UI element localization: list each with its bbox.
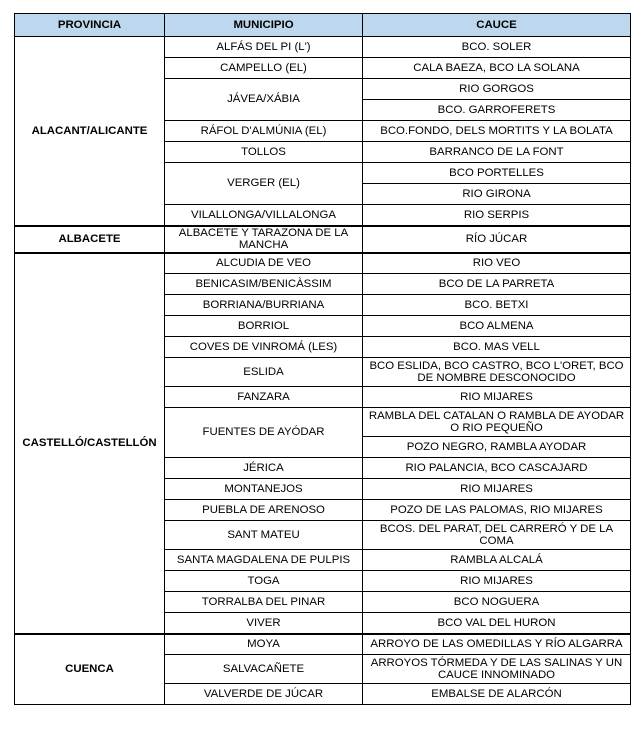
header-cauce: CAUCE [363, 14, 631, 37]
cauce-cell: CALA BAEZA, BCO LA SOLANA [363, 58, 631, 79]
header-municipio: MUNICIPIO [165, 14, 363, 37]
table-body [15, 37, 631, 705]
cauce-cell: BCO NOGUERA [363, 592, 631, 613]
cauce-cell: EMBALSE DE ALARCÓN [363, 684, 631, 705]
cauce-cell: BCO PORTELLES [363, 163, 631, 184]
municipio-cell: TOGA [165, 571, 363, 592]
provincia-cell: CUENCA [15, 634, 165, 705]
cauce-cell: BCO VAL DEL HURON [363, 613, 631, 634]
table-row [15, 226, 631, 253]
municipio-cell: VILALLONGA/VILLALONGA [165, 205, 363, 226]
municipio-cell: MONTANEJOS [165, 479, 363, 500]
municipio-cell: TOLLOS [165, 142, 363, 163]
cauce-cell: RIO MIJARES [363, 479, 631, 500]
municipio-cell: ALFÁS DEL PI (L') [165, 37, 363, 58]
municipio-cell: VIVER [165, 613, 363, 634]
cauce-cell: RIO SERPIS [363, 205, 631, 226]
cauce-cell: BCOS. DEL PARAT, DEL CARRERÓ Y DE LA COMA [363, 521, 631, 550]
provincia-cell: ALACANT/ALICANTE [15, 37, 165, 226]
cauce-cell: RIO GIRONA [363, 184, 631, 205]
cauce-cell: RIO VEO [363, 253, 631, 274]
cauce-cell: ARROYOS TÓRMEDA Y DE LAS SALINAS Y UN CAUCE INNOMINADO [363, 655, 631, 684]
cauce-cell: POZO DE LAS PALOMAS, RIO MIJARES [363, 500, 631, 521]
municipio-cell: JÉRICA [165, 458, 363, 479]
cauce-cell: BCO. MAS VELL [363, 337, 631, 358]
cauce-cell: BCO.FONDO, DELS MORTITS Y LA BOLATA [363, 121, 631, 142]
municipio-cell: RÁFOL D'ALMÚNIA (EL) [165, 121, 363, 142]
municipio-cell: SANTA MAGDALENA DE PULPIS [165, 550, 363, 571]
cauce-cell: RIO MIJARES [363, 571, 631, 592]
cauce-cell: RIO GORGOS [363, 79, 631, 100]
cauce-cell: RAMBLA ALCALÁ [363, 550, 631, 571]
municipio-cell: FANZARA [165, 387, 363, 408]
cauce-cell: BCO DE LA PARRETA [363, 274, 631, 295]
cauce-cell: ARROYO DE LAS OMEDILLAS Y RÍO ALGARRA [363, 634, 631, 655]
municipio-cell: ALBACETE Y TARAZONA DE LA MANCHA [165, 226, 363, 253]
municipio-cell: PUEBLA DE ARENOSO [165, 500, 363, 521]
municipio-cell: ALCUDIA DE VEO [165, 253, 363, 274]
municipio-cell: VERGER (EL) [165, 163, 363, 205]
municipio-cell: BORRIANA/BURRIANA [165, 295, 363, 316]
cauce-cell: RIO PALANCIA, BCO CASCAJARD [363, 458, 631, 479]
cauce-cell: BARRANCO DE LA FONT [363, 142, 631, 163]
cauce-cell: RAMBLA DEL CATALAN O RAMBLA DE AYODAR O RIO PEQUEÑO [363, 408, 631, 437]
table-row [15, 634, 631, 655]
cauce-cell: BCO. BETXI [363, 295, 631, 316]
municipio-cell: MOYA [165, 634, 363, 655]
cauce-cell: BCO. SOLER [363, 37, 631, 58]
municipio-cell: TORRALBA DEL PINAR [165, 592, 363, 613]
cauce-cell: BCO. GARROFERETS [363, 100, 631, 121]
municipio-cell: SANT MATEU [165, 521, 363, 550]
municipio-cell: BORRIOL [165, 316, 363, 337]
table-row [15, 37, 631, 58]
cauce-cell: POZO NEGRO, RAMBLA AYODAR [363, 437, 631, 458]
municipio-cell: COVES DE VINROMÁ (LES) [165, 337, 363, 358]
cauce-cell: BCO ESLIDA, BCO CASTRO, BCO L'ORET, BCO DE NOMBRE DESCONOCIDO [363, 358, 631, 387]
municipio-cell: SALVACAÑETE [165, 655, 363, 684]
municipio-cell: JÁVEA/XÁBIA [165, 79, 363, 121]
provincia-cell: CASTELLÓ/CASTELLÓN [15, 253, 165, 634]
municipio-cell: FUENTES DE AYÓDAR [165, 408, 363, 458]
header-provincia: PROVINCIA [15, 14, 165, 37]
header-row [15, 14, 631, 37]
municipio-cell: VALVERDE DE JÚCAR [165, 684, 363, 705]
cauce-cell: RÍO JÚCAR [363, 226, 631, 253]
municipio-cell: ESLIDA [165, 358, 363, 387]
cauce-cell: BCO ALMENA [363, 316, 631, 337]
provincia-cell: ALBACETE [15, 226, 165, 253]
municipio-cell: CAMPELLO (EL) [165, 58, 363, 79]
municipio-cell: BENICASIM/BENICÀSSIM [165, 274, 363, 295]
cauces-table [14, 13, 631, 705]
cauce-cell: RIO MIJARES [363, 387, 631, 408]
table-row [15, 253, 631, 274]
